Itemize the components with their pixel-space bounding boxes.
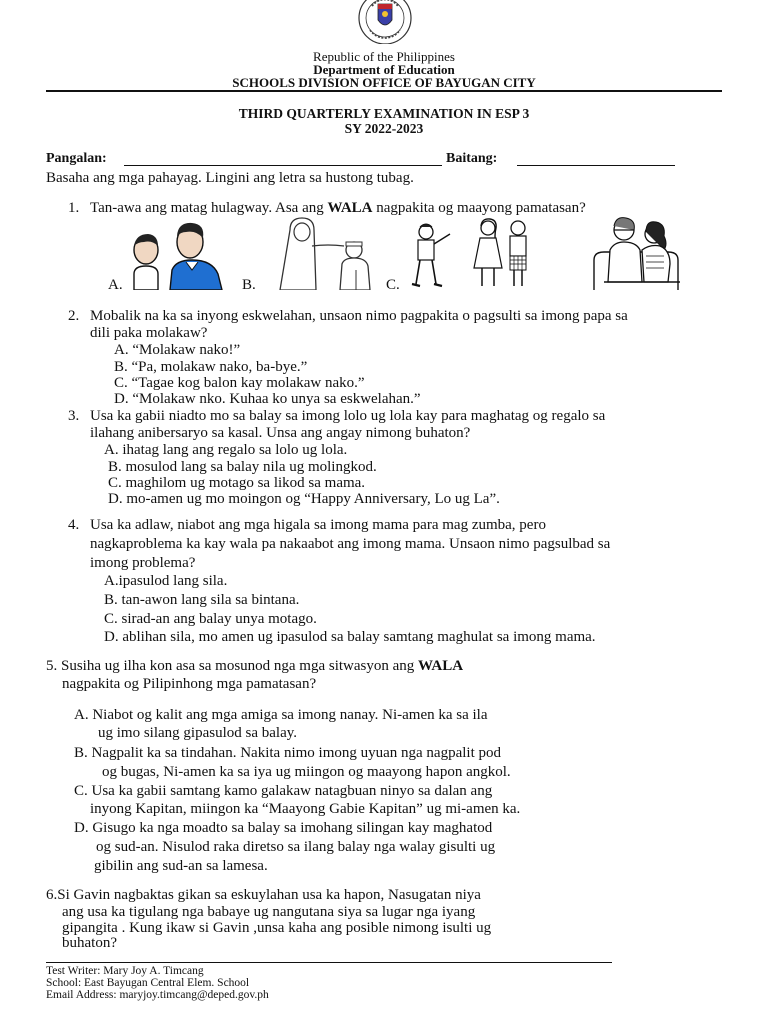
footer-school: School: East Bayugan Central Elem. School xyxy=(46,977,250,989)
q5-text-line1: 5. Susiha ug ilha kon asa sa mosunod nga mga sitwasyon ang WALA xyxy=(46,658,464,674)
q2-option-c[interactable]: C. “Tagae kog balon kay molakaw nako.” xyxy=(114,375,365,391)
footer-writer: Test Writer: Mary Joy A. Timcang xyxy=(46,965,204,977)
q4-text-line1: Usa ka adlaw, niabot ang mga higala sa imong mama para mag zumba, pero xyxy=(90,517,546,533)
deped-seal-icon xyxy=(354,0,416,44)
q3-option-c[interactable]: C. maghilom ug motago sa likod sa mama. xyxy=(108,475,366,491)
division-line: SCHOOLS DIVISION OFFICE OF BAYUGAN CITY xyxy=(232,75,536,90)
q1-number: 1. xyxy=(68,200,80,216)
q2-option-a[interactable]: A. “Molakaw nako!” xyxy=(114,342,241,358)
illustration-elder-blessing-child xyxy=(272,216,378,290)
q3-text-line2: ilahang anibersaryo sa kasal. Unsa ang angay nimong buhaton? xyxy=(90,425,471,441)
footer-rule xyxy=(46,962,612,963)
q5-text-line2: nagpakita og Pilipinhong mga pamatasan? xyxy=(62,676,317,692)
illustration-man-talking-to-boy xyxy=(126,218,238,290)
department-line: Department of Education xyxy=(313,62,455,77)
q3-option-b[interactable]: B. mosulod lang sa balay nila ug molingkod. xyxy=(108,459,377,475)
school-year: SY 2022-2023 xyxy=(344,121,424,136)
name-field[interactable] xyxy=(124,165,442,166)
q5-option-d-line1[interactable]: D. Gisugo ka nga moadto sa balay sa imohang silingan kay maghatod xyxy=(74,820,493,836)
name-label: Pangalan: xyxy=(46,151,107,166)
q4-option-c[interactable]: C. sirad-an ang balay unya motago. xyxy=(104,611,317,627)
q5-option-d-line2: og sud-an. Nisulod raka diretso sa ilang balay nga walay gisulti ug xyxy=(96,839,496,855)
q2-number: 2. xyxy=(68,308,80,324)
republic-line: Republic of the Philippines xyxy=(313,49,455,64)
exam-title: THIRD QUARTERLY EXAMINATION IN ESP 3 xyxy=(238,106,530,121)
q4-number: 4. xyxy=(68,517,80,533)
q5-option-b-line1[interactable]: B. Nagpalit ka sa tindahan. Nakita nimo imong uyuan nga nagpalit pod xyxy=(74,745,501,761)
instructions: Basaha ang mga pahayag. Lingini ang letra sa hustong tubag. xyxy=(46,170,414,186)
q6-text-line3: gipangita . Kung ikaw si Gavin ,unsa kaha ang posible nimong isulti ug xyxy=(62,920,492,936)
q1-choice-c[interactable]: C. xyxy=(386,277,400,293)
header-rule xyxy=(46,90,722,92)
q1-choice-b[interactable]: B. xyxy=(242,277,256,293)
illustration-children-pointing xyxy=(402,218,538,290)
q3-option-a[interactable]: A. ihatag lang ang regalo sa lolo ug lola. xyxy=(104,442,348,458)
q5-option-a-line2: ug imo silang gipasulod sa balay. xyxy=(98,725,297,741)
q3-option-d[interactable]: D. mo-amen ug mo moingon og “Happy Anniversary, Lo ug La”. xyxy=(108,491,500,507)
q2-option-b[interactable]: B. “Pa, molakaw nako, ba-bye.” xyxy=(114,359,308,375)
footer-email: Email Address: maryjoy.timcang@deped.gov.ph xyxy=(46,989,269,1001)
q6-text-line2: ang usa ka tigulang nga babaye ug nangutana siya sa lugar nga iyang xyxy=(62,904,476,920)
q5-option-c-line2: inyong Kapitan, miingon ka “Maayong Gabie Kapitan” ug mi-amen ka. xyxy=(90,801,521,817)
q2-text-line1: Mobalik na ka sa inyong eskwelahan, unsaon nimo pagpakita o pagsulti sa imong papa sa xyxy=(90,308,628,324)
q4-option-d[interactable]: D. ablihan sila, mo amen ug ipasulod sa balay samtang maghulat sa imong mama. xyxy=(104,629,596,645)
q2-text-line2: dili paka molakaw? xyxy=(90,325,208,341)
q6-text-line4: buhaton? xyxy=(62,935,117,951)
q3-text-line1: Usa ka gabii niadto mo sa balay sa imong lolo ug lola kay para maghatag og regalo sa xyxy=(90,408,606,424)
q1-text: Tan-awa ang matag hulagway. Asa ang WALA nagpakita og maayong pamatasan? xyxy=(90,200,586,216)
q6-text-line1: 6.Si Gavin nagbaktas gikan sa eskuylahan usa ka hapon, Nasugatan niya xyxy=(46,887,481,903)
q2-option-d[interactable]: D. “Molakaw nko. Kuhaa ko unya sa eskwelahan.” xyxy=(114,391,421,407)
q4-option-a[interactable]: A.ipasulod lang sila. xyxy=(104,573,228,589)
q3-number: 3. xyxy=(68,408,80,424)
q4-option-b[interactable]: B. tan-awon lang sila sa bintana. xyxy=(104,592,300,608)
grade-field[interactable] xyxy=(517,165,675,166)
q4-text-line3: imong problema? xyxy=(90,555,196,571)
q1-choice-a[interactable]: A. xyxy=(108,277,123,293)
illustration-family-elders xyxy=(584,216,688,290)
q4-text-line2: nagkaproblema ka kay wala pa nakaabot ang imong mama. Unsaon nimo pagsulbad sa xyxy=(90,536,611,552)
q5-option-b-line2: og bugas, Ni-amen ka sa iya ug miingon og maayong hapon angkol. xyxy=(102,764,511,780)
q5-option-c-line1[interactable]: C. Usa ka gabii samtang kamo galakaw natagbuan ninyo sa dalan ang xyxy=(74,783,493,799)
q5-option-a-line1[interactable]: A. Niabot og kalit ang mga amiga sa imong nanay. Ni-amen ka sa ila xyxy=(74,707,488,723)
q5-option-d-line3: gibilin ang sud-an sa lamesa. xyxy=(94,858,268,874)
grade-label: Baitang: xyxy=(446,151,498,166)
